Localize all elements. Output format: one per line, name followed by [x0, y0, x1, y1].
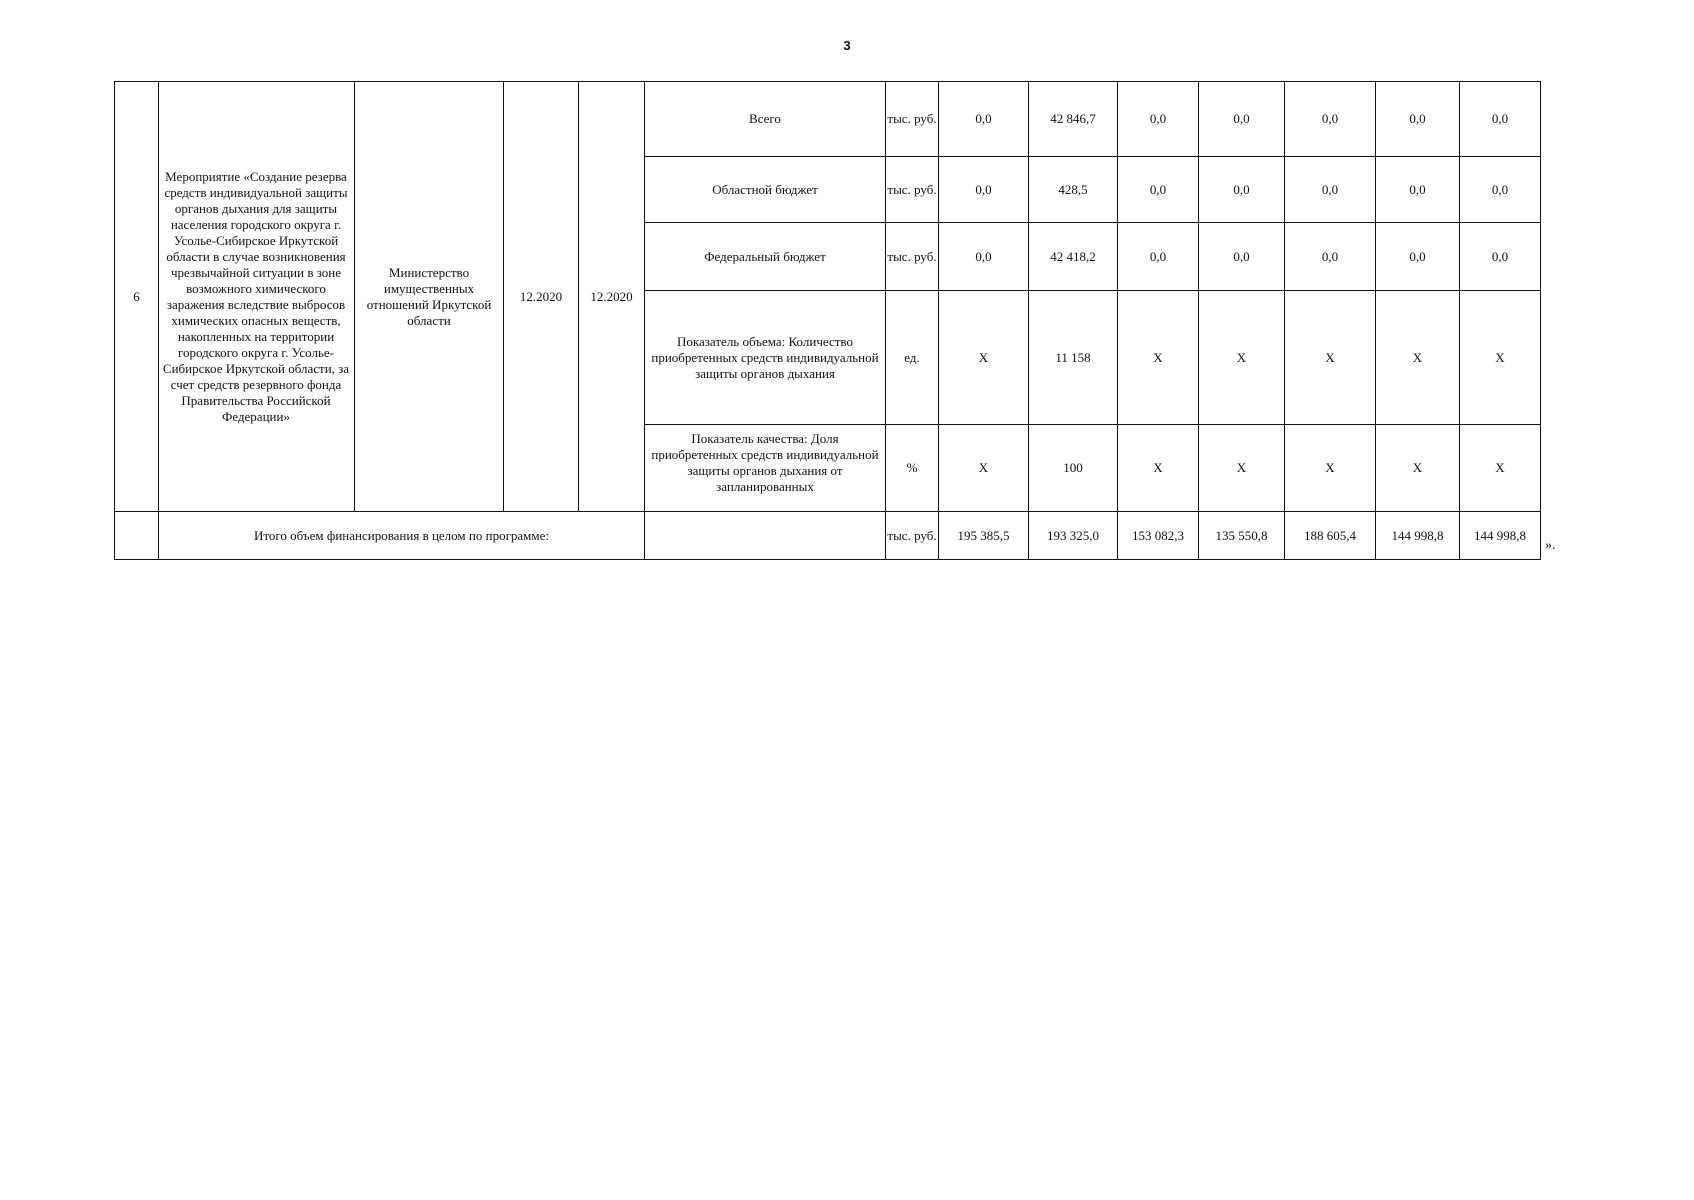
total-label: Итого объем финансирования в целом по программе:	[159, 512, 645, 560]
value-cell: 0,0	[1285, 157, 1376, 223]
value-cell: 0,0	[1118, 223, 1199, 291]
value-cell: Х	[1118, 291, 1199, 425]
value-cell: 0,0	[1460, 223, 1541, 291]
value-cell: Х	[1460, 425, 1541, 512]
value-cell: 0,0	[1118, 82, 1199, 157]
value-cell: Х	[1285, 425, 1376, 512]
value-cell: 0,0	[1376, 157, 1460, 223]
value-cell: Х	[1199, 291, 1285, 425]
value-cell: 0,0	[939, 82, 1029, 157]
total-indicator-cell	[645, 512, 886, 560]
value-cell: 11 158	[1029, 291, 1118, 425]
value-cell: Х	[939, 425, 1029, 512]
total-row	[115, 512, 1541, 560]
value-cell: Х	[1118, 425, 1199, 512]
line-label: Областной бюджет	[645, 157, 886, 223]
total-value-cell: 135 550,8	[1199, 512, 1285, 560]
value-cell: Х	[1460, 291, 1541, 425]
total-value-cell: 193 325,0	[1029, 512, 1118, 560]
value-cell: 0,0	[1199, 157, 1285, 223]
total-value-cell: 195 385,5	[939, 512, 1029, 560]
start-date: 12.2020	[504, 82, 579, 512]
value-cell: 0,0	[1376, 223, 1460, 291]
value-cell: 0,0	[1285, 223, 1376, 291]
line-unit: %	[886, 425, 939, 512]
value-cell: 0,0	[1376, 82, 1460, 157]
total-value-cell: 144 998,8	[1460, 512, 1541, 560]
value-cell: Х	[1376, 425, 1460, 512]
line-label: Показатель объема: Количество приобретенных средств индивидуальной защиты органов дыхания	[645, 291, 886, 425]
end-date: 12.2020	[579, 82, 645, 512]
line-unit: тыс. руб.	[886, 82, 939, 157]
value-cell: 100	[1029, 425, 1118, 512]
value-cell: Х	[1285, 291, 1376, 425]
value-cell: Х	[939, 291, 1029, 425]
total-number-cell	[115, 512, 159, 560]
activity-description: Мероприятие «Создание резерва средств индивидуальной защиты органов дыхания для защиты населения городского округа г. Усолье-Сибирское Иркутской области в случае возникновения чрезвычайной ситуации в зоне возможного химического заражения вследствие выбросов химических опасных веществ, накопленных на территории городского округа г. Усолье-Сибирское Иркутской области, за счет средств резервного фонда Правительства Российской Федерации»	[159, 82, 355, 512]
row-number: 6	[115, 82, 159, 512]
total-unit: тыс. руб.	[886, 512, 939, 560]
line-unit: ед.	[886, 291, 939, 425]
line-unit: тыс. руб.	[886, 157, 939, 223]
value-cell: 0,0	[939, 223, 1029, 291]
line-label: Федеральный бюджет	[645, 223, 886, 291]
total-value-cell: 153 082,3	[1118, 512, 1199, 560]
table-row	[115, 82, 1541, 157]
value-cell: Х	[1199, 425, 1285, 512]
page-number: 3	[843, 38, 851, 53]
value-cell: 0,0	[1460, 82, 1541, 157]
line-label: Показатель качества: Доля приобретенных средств индивидуальной защиты органов дыхания от запланированных	[645, 425, 886, 512]
executor: Министерство имущественных отношений Иркутской области	[355, 82, 504, 512]
line-label: Всего	[645, 82, 886, 157]
value-cell: 42 418,2	[1029, 223, 1118, 291]
total-value-cell: 144 998,8	[1376, 512, 1460, 560]
value-cell: 0,0	[1285, 82, 1376, 157]
value-cell: 428,5	[1029, 157, 1118, 223]
line-unit: тыс. руб.	[886, 223, 939, 291]
value-cell: 0,0	[1199, 223, 1285, 291]
value-cell: 0,0	[939, 157, 1029, 223]
value-cell: 42 846,7	[1029, 82, 1118, 157]
total-value-cell: 188 605,4	[1285, 512, 1376, 560]
value-cell: Х	[1376, 291, 1460, 425]
value-cell: 0,0	[1118, 157, 1199, 223]
value-cell: 0,0	[1460, 157, 1541, 223]
value-cell: 0,0	[1199, 82, 1285, 157]
closing-quote: ».	[1545, 538, 1556, 553]
financing-table	[114, 81, 1541, 560]
